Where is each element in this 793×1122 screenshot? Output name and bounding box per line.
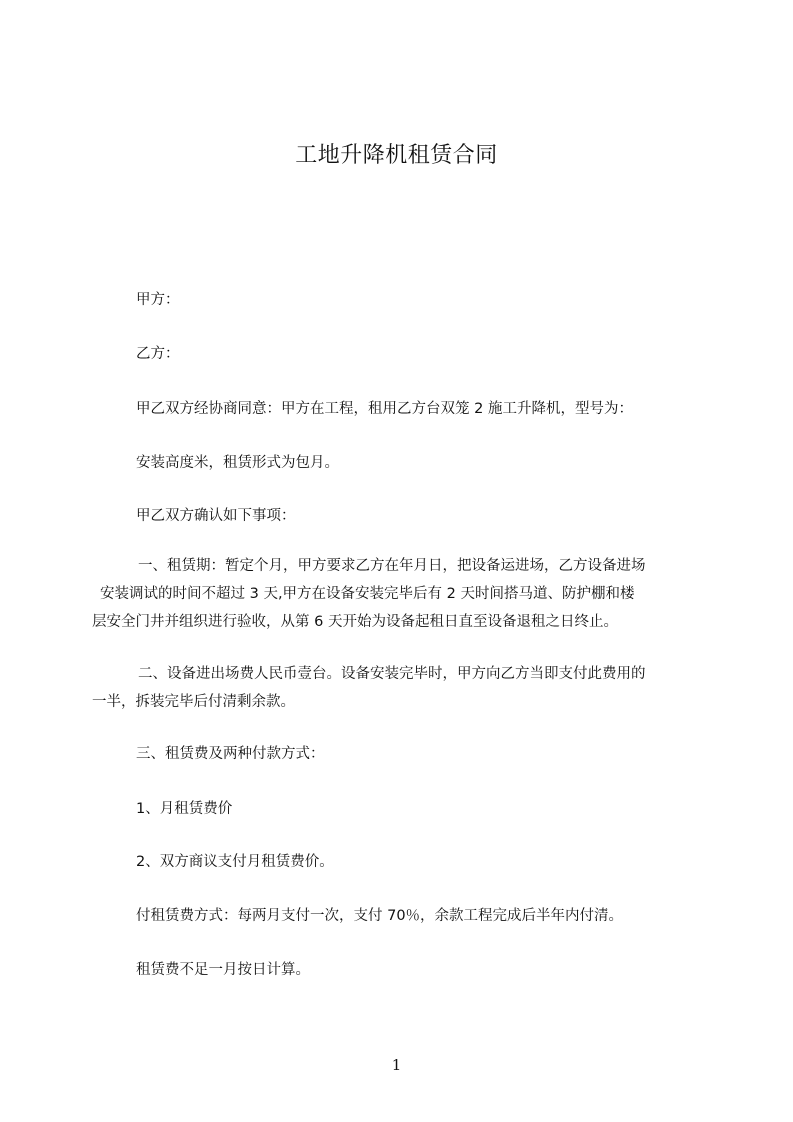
page-number: 1 bbox=[391, 1056, 402, 1074]
agreement-intro-paragraph bbox=[92, 395, 704, 423]
clause-3-heading: 三、租赁费及两种付款方式： bbox=[136, 746, 325, 762]
item-2-text: 2、双方商议支付月租赁费价。 bbox=[136, 854, 334, 870]
install-height-text: 安装高度米，租赁形式为包月。 bbox=[136, 455, 339, 471]
clause-1-line-1: 一、租赁期：暂定个月，甲方要求乙方在年月日，把设备运进场，乙方设备进场 bbox=[138, 558, 646, 574]
daily-calc-text: 租赁费不足一月按日计算。 bbox=[136, 962, 310, 978]
confirm-intro-paragraph bbox=[92, 502, 704, 530]
agreement-intro-text: 甲乙双方经协商同意：甲方在工程，租用乙方台双笼 2 施工升降机，型号为： bbox=[136, 401, 633, 417]
item-1-text: 1、月租赁费价 bbox=[136, 801, 233, 817]
clause-2-line-2: 一半，拆装完毕后付清剩余款。 bbox=[92, 694, 295, 710]
item-1-paragraph bbox=[92, 795, 704, 823]
clause-2-line-1: 二、设备进出场费人民币壹台。设备安装完毕时，甲方向乙方当即支付此费用的 bbox=[138, 666, 646, 682]
document-title: 工地升降机租赁合同 bbox=[295, 143, 498, 168]
install-height-paragraph bbox=[92, 449, 704, 477]
payment-method-paragraph bbox=[92, 902, 704, 930]
daily-calc-paragraph bbox=[92, 956, 704, 984]
clause-1-paragraph bbox=[92, 552, 704, 636]
party-b-label: 乙方： bbox=[136, 346, 180, 362]
party-a-line bbox=[92, 286, 704, 314]
clause-1-line-3: 层安全门井并组织进行验收，从第 6 天开始为设备起租日直至设备退租之日终止。 bbox=[92, 614, 618, 630]
clause-1-line-2: 安装调试的时间不超过 3 天,甲方在设备安装完毕后有 2 天时间搭马道、防护棚和楼 bbox=[100, 586, 635, 602]
clause-2-paragraph bbox=[92, 660, 704, 716]
payment-method-text: 付租赁费方式：每两月支付一次，支付 70％，余款工程完成后半年内付清。 bbox=[136, 908, 624, 924]
confirm-intro-text: 甲乙双方确认如下事项： bbox=[136, 508, 296, 524]
item-2-paragraph bbox=[92, 848, 704, 876]
clause-3-heading-paragraph bbox=[92, 740, 704, 768]
party-a-label: 甲方： bbox=[136, 292, 180, 308]
party-b-line bbox=[92, 340, 704, 368]
